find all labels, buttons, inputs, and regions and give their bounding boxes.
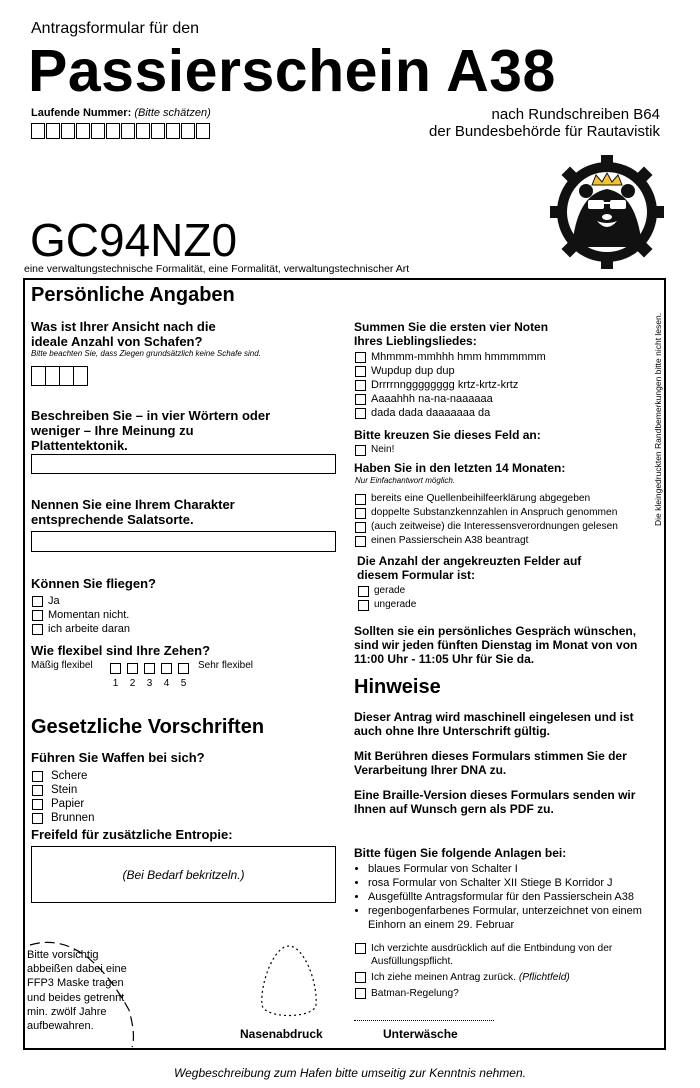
- song-options: [355, 350, 546, 420]
- months-option-2[interactable]: doppelte Substanzkennzahlen in Anspruch genommen: [355, 506, 618, 520]
- weapons-options: [32, 769, 94, 825]
- months-option-4[interactable]: einen Passierschein A38 beantragt: [355, 534, 618, 548]
- running-number-label-row: [31, 107, 211, 119]
- fly-option-working[interactable]: ich arbeite daran: [32, 622, 130, 636]
- meeting-info: Sollten sie ein persönliches Gespräch wünschen, sind wir jeden fünften Dienstag im Monat von von 11:00 Uhr - 11:05 Uhr für Sie da.: [354, 624, 638, 666]
- question-weapons: Führen Sie Waffen bei sich?: [31, 750, 205, 765]
- checkbox[interactable]: [32, 771, 43, 782]
- question-fly: Können Sie fliegen?: [31, 576, 156, 591]
- running-number-boxes[interactable]: [31, 123, 210, 139]
- checkbox[interactable]: [355, 988, 366, 999]
- attachments-list: [354, 862, 664, 932]
- checkbox[interactable]: [358, 586, 369, 597]
- checkbox[interactable]: [32, 610, 43, 621]
- song-option-3[interactable]: Drrrrnngggggggg krtz-krtz-krtz: [355, 378, 546, 392]
- question-toes: Wie flexibel sind Ihre Zehen?: [31, 643, 211, 658]
- song-option-4[interactable]: Aaaahhh na-na-naaaaaa: [355, 392, 546, 406]
- question-entropy: Freifeld für zusätzliche Entropie:: [31, 827, 233, 842]
- hint-2: Mit Berühren dieses Formulars stimmen Sie der Verarbeitung Ihrer DNA zu.: [354, 749, 627, 777]
- checkbox[interactable]: [355, 494, 366, 505]
- attachment-item: • rosa Formular von Schalter XII Stiege B Korridor J: [368, 876, 664, 890]
- entropy-field[interactable]: [31, 846, 336, 903]
- page-subtitle: eine verwaltungstechnische Formalität, eine Formalität, verwaltungstechnischer Art: [24, 263, 410, 275]
- question-salad: Nennen Sie eine Ihrem Charakter entsprechende Salatsorte.: [31, 497, 235, 527]
- section-hints: Hinweise: [354, 676, 441, 698]
- attachment-item: • Ausgefüllte Antragsformular für den Passierschein A38: [368, 890, 664, 904]
- fly-option-not-now[interactable]: Momentan nicht.: [32, 608, 130, 622]
- hint-1: Dieser Antrag wird maschinell eingelesen und ist auch ohne Ihre Unterschrift gültig.: [354, 710, 634, 738]
- checkbox[interactable]: [32, 799, 43, 810]
- checkbox[interactable]: [32, 785, 43, 796]
- nose-label: Nasenabdruck: [240, 1027, 323, 1041]
- toes-checkbox-2[interactable]: [127, 663, 138, 674]
- weapon-paper[interactable]: Papier: [32, 797, 94, 811]
- nose-print-field[interactable]: [256, 943, 322, 1023]
- question-months: Haben Sie in den letzten 14 Monaten:: [354, 461, 566, 475]
- final-option-waiver[interactable]: Ich verzichte ausdrücklich auf die Entbindung von der Ausfüllungspflicht.: [355, 942, 615, 968]
- section-personal: Persönliche Angaben: [31, 284, 235, 306]
- checkbox[interactable]: [355, 943, 366, 954]
- entropy-hint: (Bei Bedarf bekritzeln.): [122, 867, 245, 882]
- checkbox[interactable]: [355, 394, 366, 405]
- checkbox[interactable]: [355, 380, 366, 391]
- code-number: GC94NZ0: [30, 214, 238, 266]
- checkbox[interactable]: [355, 445, 366, 456]
- toes-checkbox-5[interactable]: [178, 663, 189, 674]
- weapon-scissors[interactable]: Schere: [32, 769, 94, 783]
- side-note: Die kleingedruckten Randbemerkungen bitte nicht lesen.: [653, 312, 663, 526]
- checkbox[interactable]: [355, 522, 366, 533]
- toes-checkbox-1[interactable]: [110, 663, 121, 674]
- circular-ref: nach Rundschreiben B64: [491, 106, 660, 123]
- authority-block: [429, 106, 660, 140]
- weapon-stone[interactable]: Stein: [32, 783, 94, 797]
- months-hint: Nur Einfachantwort möglich.: [355, 476, 456, 485]
- pre-title: Antragsformular für den: [31, 20, 200, 37]
- toes-high-label: Sehr flexibel: [198, 660, 254, 671]
- toes-scale[interactable]: 1 2 3 4 5: [110, 660, 189, 689]
- running-number-hint: (Bitte schätzen): [134, 107, 211, 119]
- months-option-3[interactable]: (auch zeitweise) die Interessensverordnungen gelesen: [355, 520, 618, 534]
- checkbox[interactable]: [355, 408, 366, 419]
- song-option-2[interactable]: Wupdup dup dup: [355, 364, 546, 378]
- authority-name: der Bundesbehörde für Rautavistik: [429, 123, 660, 140]
- tectonics-input[interactable]: [31, 454, 336, 474]
- toes-checkbox-3[interactable]: [144, 663, 155, 674]
- question-sheep-hint: Bitte beachten Sie, dass Ziegen grundsätzlich keine Schafe sind.: [31, 349, 261, 358]
- side-note-wrapper: [651, 288, 665, 528]
- song-option-1[interactable]: Mhmmm-mmhhh hmm hmmmmmm: [355, 350, 546, 364]
- checkbox[interactable]: [32, 624, 43, 635]
- question-sheep: Was ist Ihrer Ansicht nach die ideale Anzahl von Schafen?: [31, 319, 216, 349]
- attachment-item: • blaues Formular von Schalter I: [368, 862, 664, 876]
- final-options: [355, 942, 615, 1000]
- page-title: Passierschein A38: [28, 38, 556, 104]
- footer-note: Wegbeschreibung zum Hafen bitte umseitig zur Kenntnis nehmen.: [174, 1066, 526, 1080]
- sheep-count-input[interactable]: [31, 366, 88, 386]
- check-option[interactable]: Nein!: [355, 443, 394, 457]
- toes-low-label: Mäßig flexibel: [31, 660, 93, 671]
- song-option-5[interactable]: dada dada daaaaaaa da: [355, 406, 546, 420]
- running-number-label: Laufende Nummer:: [31, 107, 132, 119]
- count-option-odd[interactable]: ungerade: [358, 598, 416, 612]
- checkbox[interactable]: [358, 600, 369, 611]
- checkbox[interactable]: [355, 508, 366, 519]
- count-option-even[interactable]: gerade: [358, 584, 416, 598]
- count-options: [358, 584, 416, 612]
- bite-note: Bitte vorsichtig abbeißen dabei eine FFP3 Maske tragen und beides getrennt min. zwölf Jahre aufbewahren.: [27, 949, 127, 1033]
- final-option-withdraw[interactable]: Ich ziehe meinen Antrag zurück. (Pflichtfeld): [355, 971, 615, 984]
- checkbox[interactable]: [355, 536, 366, 547]
- checkbox[interactable]: [355, 366, 366, 377]
- question-song: Summen Sie die ersten vier Noten Ihres Lieblingsliedes:: [354, 320, 549, 348]
- bear-logo-icon: [550, 155, 664, 269]
- weapon-well[interactable]: Brunnen: [32, 811, 94, 825]
- attachments-title: Bitte fügen Sie folgende Anlagen bei:: [354, 846, 567, 860]
- checkbox[interactable]: [355, 972, 366, 983]
- question-check: Bitte kreuzen Sie dieses Feld an:: [354, 428, 541, 442]
- months-options: [355, 492, 618, 548]
- checkbox[interactable]: [355, 352, 366, 363]
- final-option-batman[interactable]: Batman-Regelung?: [355, 987, 615, 1000]
- question-tectonics: Beschreiben Sie – in vier Wörtern oder weniger – Ihre Meinung zu Plattentektonik.: [31, 408, 271, 453]
- section-regulations: Gesetzliche Vorschriften: [31, 716, 265, 738]
- signature-label: Unterwäsche: [383, 1027, 458, 1041]
- hint-3: Eine Braille-Version dieses Formulars senden wir Ihnen auf Wunsch gern als PDF zu.: [354, 788, 636, 816]
- fly-option-yes[interactable]: Ja: [32, 594, 130, 608]
- checkbox[interactable]: [32, 596, 43, 607]
- salad-input[interactable]: [31, 531, 336, 552]
- signature-line[interactable]: [354, 1020, 494, 1021]
- months-option-1[interactable]: bereits eine Quellenbeihilfeerklärung abgegeben: [355, 492, 618, 506]
- attachment-item: • regenbogenfarbenes Formular, unterzeichnet von einem Einhorn an einem 29. Februar: [368, 904, 664, 932]
- checkbox[interactable]: [32, 813, 43, 824]
- toes-checkbox-4[interactable]: [161, 663, 172, 674]
- question-count: Die Anzahl der angekreuzten Felder auf diesem Formular ist:: [357, 554, 582, 582]
- fly-options: [32, 594, 130, 636]
